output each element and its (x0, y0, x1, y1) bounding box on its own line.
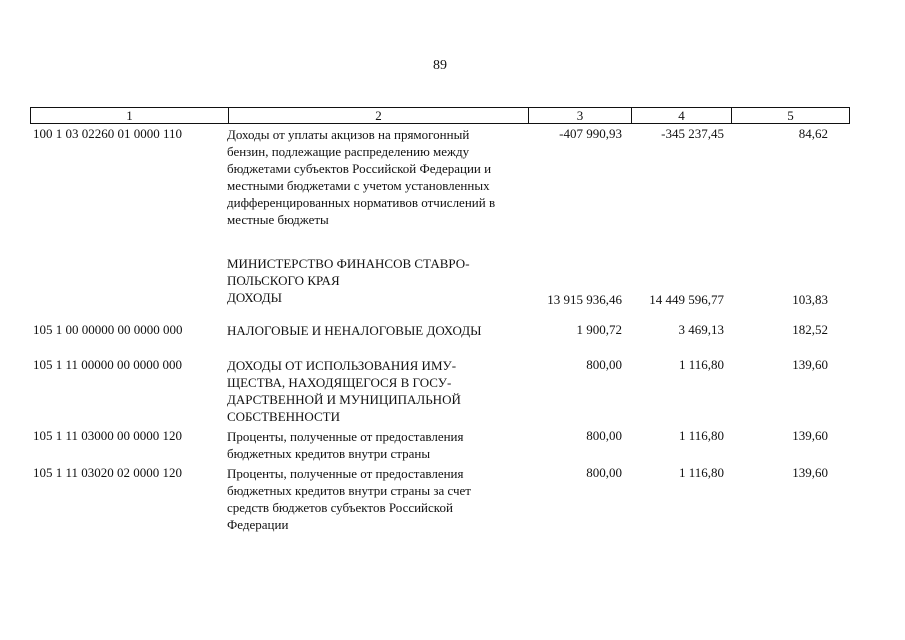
value-col-3: 800,00 (586, 357, 622, 372)
description-line: МИНИСТЕРСТВО ФИНАНСОВ СТАВРО- (227, 256, 470, 271)
value-col-4: -345 237,45 (661, 126, 724, 141)
value-col-3: 13 915 936,46 (547, 292, 622, 307)
value-col-5: 84,62 (798, 126, 828, 141)
header-col-3: 3 (528, 108, 631, 123)
header-col-1: 1 (126, 108, 133, 123)
page-number: 89 (433, 58, 447, 73)
value-col-3: 800,00 (586, 465, 622, 480)
table-header (30, 107, 850, 124)
description-line: ДОХОДЫ (227, 290, 282, 305)
budget-code: 100 1 03 02260 01 0000 110 (33, 126, 183, 141)
description-line: средств бюджетов субъектов Российской (227, 500, 453, 515)
value-col-3: 1 900,72 (576, 322, 622, 337)
row-description (227, 465, 527, 533)
description-line: ПОЛЬСКОГО КРАЯ (227, 273, 340, 288)
description-line: НАЛОГОВЫЕ И НЕНАЛОГОВЫЕ ДОХОДЫ (227, 323, 482, 338)
header-col-5: 5 (731, 108, 849, 123)
row-description (227, 357, 527, 425)
value-col-5: 139,60 (792, 428, 828, 443)
description-line: дифференцированных нормативов отчислений в (227, 195, 496, 210)
value-col-4: 1 116,80 (678, 428, 724, 443)
description-line: бюджетных кредитов внутри страны за счет (227, 483, 471, 498)
budget-code: 105 1 11 00000 00 0000 000 (33, 357, 183, 372)
description-line: Проценты, полученные от предоставления (227, 429, 464, 444)
description-line: Доходы от уплаты акцизов на прямогонный (227, 127, 470, 142)
description-line: местными бюджетами с учетом установленных (227, 178, 490, 193)
value-col-3: 800,00 (586, 428, 622, 443)
description-line: бензин, подлежащие распределению между (227, 144, 470, 159)
description-line: ДОХОДЫ ОТ ИСПОЛЬЗОВАНИЯ ИМУ- (227, 358, 457, 373)
value-col-3: -407 990,93 (559, 126, 622, 141)
description-line: Проценты, полученные от предоставления (227, 466, 464, 481)
row-description (227, 255, 527, 306)
budget-code: 105 1 11 03000 00 0000 120 (33, 428, 183, 443)
description-line: ЩЕСТВА, НАХОДЯЩЕГОСЯ В ГОСУ- (227, 375, 452, 390)
description-line: ДАРСТВЕННОЙ И МУНИЦИПАЛЬНОЙ (227, 392, 461, 407)
description-line: Федерации (227, 517, 289, 532)
row-description (227, 126, 527, 228)
budget-code: 105 1 00 00000 00 0000 000 (33, 322, 183, 337)
row-description (227, 428, 527, 462)
budget-code: 105 1 11 03020 02 0000 120 (33, 465, 183, 480)
header-col-4: 4 (631, 108, 731, 123)
value-col-4: 1 116,80 (678, 357, 724, 372)
value-col-5: 103,83 (792, 292, 828, 307)
description-line: местные бюджеты (227, 212, 329, 227)
description-line: бюджетами субъектов Российской Федерации и (227, 161, 492, 176)
description-line: бюджетных кредитов внутри страны (227, 446, 431, 461)
value-col-4: 14 449 596,77 (649, 292, 724, 307)
header-col-2: 2 (228, 108, 528, 123)
value-col-5: 139,60 (792, 465, 828, 480)
value-col-4: 3 469,13 (678, 322, 724, 337)
value-col-5: 139,60 (792, 357, 828, 372)
value-col-4: 1 116,80 (678, 465, 724, 480)
row-description (227, 322, 527, 339)
description-line: СОБСТВЕННОСТИ (227, 409, 340, 424)
value-col-5: 182,52 (792, 322, 828, 337)
